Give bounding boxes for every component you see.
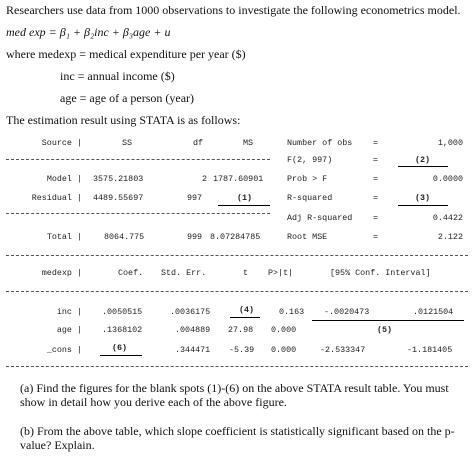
stat-label: F(2, 997) bbox=[287, 155, 333, 165]
anova-row-total-source: Total | bbox=[46, 232, 82, 242]
coef-bottom-rule bbox=[6, 366, 468, 367]
coef-row-inc-var: inc | bbox=[56, 307, 82, 317]
stat-label: R-squared bbox=[287, 193, 333, 203]
coef-header-coef: Coef. bbox=[118, 268, 144, 278]
coef-header-t: t bbox=[243, 268, 249, 278]
question-a: (a) Find the figures for the blank spots (1)-(6) on the above STATA result table. You must show in detail how you derive each of the above figure. bbox=[20, 381, 449, 409]
intro-text: Researchers use data from 1000 observations to investigate the following econometrics model. bbox=[6, 3, 461, 17]
blank-5-topline bbox=[312, 320, 464, 321]
anova-row-total-df: 999 bbox=[187, 232, 203, 242]
blank-3: (3) bbox=[415, 193, 431, 203]
anova-row-model-df: 2 bbox=[201, 174, 207, 184]
model-equation: med exp = β₁ + β₂inc + β₃age + u bbox=[6, 25, 171, 39]
coef-row-age-var: age | bbox=[56, 325, 82, 335]
anova-separator-2 bbox=[6, 213, 270, 214]
stat-eq: = bbox=[373, 213, 379, 223]
anova-header-ss: SS bbox=[122, 138, 133, 148]
blank-4: (4) bbox=[239, 305, 255, 315]
coef-row-age-se: .004889 bbox=[175, 325, 211, 335]
stat-value: 2.122 bbox=[437, 232, 463, 242]
coef-row-cons-p: 0.000 bbox=[271, 345, 297, 355]
coef-row-cons-ci-high: -1.181405 bbox=[407, 345, 453, 355]
stat-eq: = bbox=[373, 174, 379, 184]
definition-age: age = age of a person (year) bbox=[60, 91, 195, 105]
coef-row-inc-p: 0.163 bbox=[279, 307, 305, 317]
stat-label: Number of obs bbox=[287, 138, 353, 148]
blank-3-underline bbox=[398, 205, 448, 206]
stat-label: Prob > F bbox=[287, 174, 328, 184]
coef-row-age-coef: .1368102 bbox=[102, 325, 143, 335]
anova-header-df: df bbox=[193, 138, 204, 148]
estimation-intro: The estimation result using STATA is as follows: bbox=[6, 113, 241, 127]
anova-row-residual-df: 997 bbox=[187, 193, 203, 203]
blank-2-underline bbox=[398, 166, 448, 167]
anova-row-model-source: Model | bbox=[46, 174, 82, 184]
coef-row-cons-var: _cons | bbox=[46, 345, 82, 355]
coef-row-age-t: 27.98 bbox=[228, 325, 254, 335]
stat-eq: = bbox=[373, 193, 379, 203]
blank-5: (5) bbox=[377, 325, 393, 335]
blank-1-underline bbox=[218, 205, 270, 206]
coef-row-cons-ci-low: -2.533347 bbox=[320, 345, 366, 355]
anova-header-ms: MS bbox=[243, 138, 254, 148]
anova-row-total-ms: 8.07284785 bbox=[210, 232, 261, 242]
coef-row-inc-coef: .0050515 bbox=[102, 307, 143, 317]
coef-header-se: Std. Err. bbox=[161, 268, 207, 278]
stat-value: 0.0000 bbox=[432, 174, 463, 184]
coef-top-rule bbox=[6, 255, 468, 256]
anova-row-residual-ss: 4489.55697 bbox=[93, 193, 144, 203]
definition-inc: inc = annual income ($) bbox=[60, 69, 175, 83]
stat-eq: = bbox=[373, 155, 379, 165]
blank-2: (2) bbox=[415, 155, 431, 165]
blank-6: (6) bbox=[112, 343, 128, 353]
stat-eq: = bbox=[373, 232, 379, 242]
stat-label: Root MSE bbox=[287, 232, 328, 242]
coef-header-rule bbox=[6, 291, 468, 292]
blank-1: (1) bbox=[237, 193, 253, 203]
anova-row-total-ss: 8064.775 bbox=[104, 232, 145, 242]
stat-label: Adj R-squared bbox=[287, 213, 353, 223]
anova-row-model-ms: 1787.60901 bbox=[213, 174, 264, 184]
coef-row-inc-ci-low: -.0020473 bbox=[324, 307, 370, 317]
blank-4-underline bbox=[230, 317, 260, 318]
coef-row-cons-t: -5.39 bbox=[229, 345, 255, 355]
question-b: (b) From the above table, which slope coefficient is statistically significant based on the p-value? Explain. bbox=[20, 424, 455, 452]
stat-eq: = bbox=[373, 138, 379, 148]
stat-value: 1,000 bbox=[437, 138, 463, 148]
coef-row-cons-se: .344471 bbox=[175, 345, 211, 355]
stat-value: 0.4422 bbox=[432, 213, 463, 223]
anova-separator bbox=[6, 159, 270, 160]
where-line: where medexp = medical expenditure per year ($) bbox=[6, 47, 246, 61]
anova-row-residual-source: Residual | bbox=[31, 193, 82, 203]
coef-row-inc-ci-high: .0121504 bbox=[413, 307, 454, 317]
coef-row-age-p: 0.000 bbox=[271, 325, 297, 335]
blank-6-underline bbox=[100, 355, 142, 356]
coef-header-p: P>|t| bbox=[268, 268, 294, 278]
coef-header-ci: [95% Conf. Interval] bbox=[330, 268, 431, 278]
coef-header-var: medexp | bbox=[41, 268, 82, 278]
anova-header-source: Source | bbox=[41, 138, 82, 148]
anova-row-model-ss: 3575.21803 bbox=[93, 174, 144, 184]
coef-row-inc-se: .0036175 bbox=[170, 307, 211, 317]
